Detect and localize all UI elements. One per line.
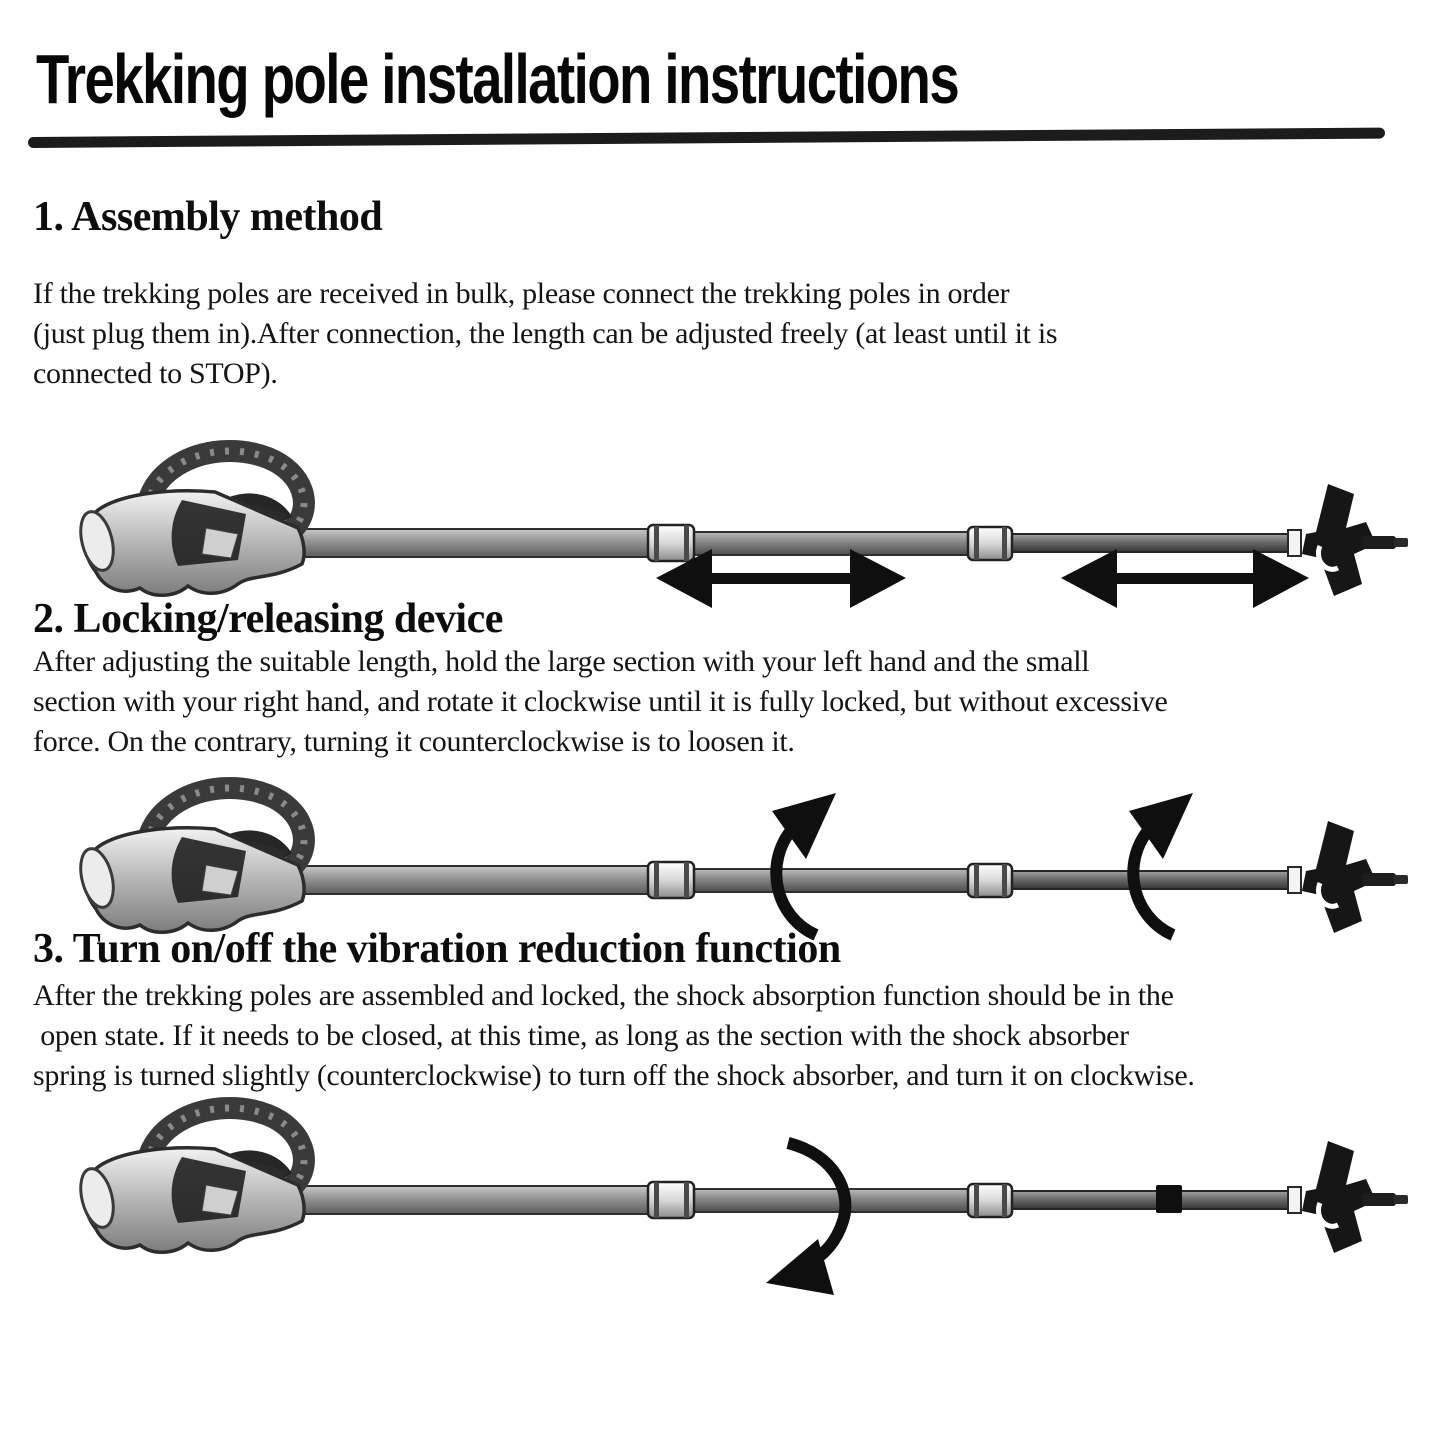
section-heading-vibration: 3. Turn on/off the vibration reduction function bbox=[33, 926, 841, 972]
body-line: (just plug them in).After connection, the length can be adjusted freely (at least until it is bbox=[33, 317, 1058, 350]
section-heading-assembly: 1. Assembly method bbox=[33, 194, 383, 240]
section-body-vibration bbox=[33, 976, 1195, 1096]
body-line: section with your right hand, and rotate it clockwise until it is fully locked, but without excessive bbox=[33, 685, 1168, 718]
pole-illustration-assembly bbox=[75, 451, 1408, 608]
section-body-assembly bbox=[33, 274, 1057, 394]
section-heading-locking: 2. Locking/releasing device bbox=[33, 596, 503, 642]
body-line: open state. If it needs to be closed, at this time, as long as the section with the shock absorber bbox=[33, 1019, 1129, 1052]
shock-absorber-band bbox=[1156, 1185, 1182, 1213]
body-line: After the trekking poles are assembled and locked, the shock absorption function should be in the bbox=[33, 979, 1174, 1012]
body-line: If the trekking poles are received in bulk, please connect the trekking poles in order bbox=[33, 277, 1010, 310]
pole-illustration-locking bbox=[75, 788, 1408, 935]
body-line: spring is turned slightly (counterclockwise) to turn off the shock absorber, and turn it on clockwise. bbox=[33, 1059, 1195, 1092]
body-line: connected to STOP). bbox=[33, 357, 278, 390]
section-body-locking bbox=[33, 642, 1167, 762]
pole-illustration-shock-absorber bbox=[75, 1108, 1408, 1295]
page-title: Trekking pole installation instructions bbox=[36, 40, 959, 118]
body-line: After adjusting the suitable length, hold the large section with your left hand and the small bbox=[33, 645, 1090, 678]
rotate-counterclockwise-arrow-icon bbox=[766, 1143, 845, 1295]
body-line: force. On the contrary, turning it counterclockwise is to loosen it. bbox=[33, 725, 795, 758]
